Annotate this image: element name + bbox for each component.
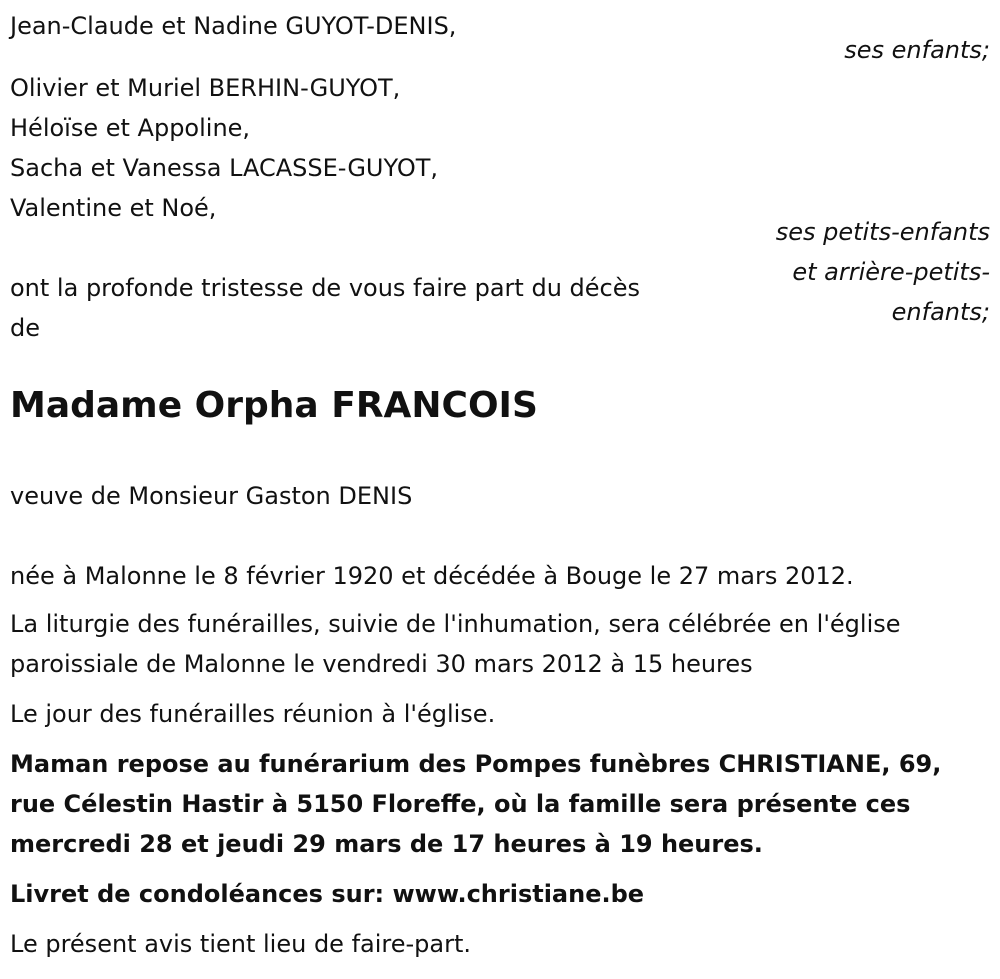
funerarium-line: Maman repose au funérarium des Pompes funèbres CHRISTIANE, 69, bbox=[10, 750, 942, 778]
grandchild-line: Olivier et Muriel BERHIN-GUYOT, bbox=[10, 74, 401, 102]
announcement-line: ont la profonde tristesse de vous faire part du décès bbox=[10, 274, 640, 302]
grandchildren-role-line: ses petits-enfants bbox=[775, 218, 990, 246]
funerarium-line: rue Célestin Hastir à 5150 Floreffe, où la famille sera présente ces bbox=[10, 790, 911, 818]
children-role: ses enfants; bbox=[844, 36, 990, 64]
grandchild-line: Héloïse et Appoline, bbox=[10, 114, 251, 142]
liturgy-line: paroissiale de Malonne le vendredi 30 mars 2012 à 15 heures bbox=[10, 650, 753, 678]
announcement-line: de bbox=[10, 314, 40, 342]
grandchild-line: Sacha et Vanessa LACASSE-GUYOT, bbox=[10, 154, 439, 182]
funerarium-line: mercredi 28 et jeudi 29 mars de 17 heures à 19 heures. bbox=[10, 830, 763, 858]
grandchildren-role-line: et arrière-petits- bbox=[792, 258, 990, 286]
reunion-info: Le jour des funérailles réunion à l'église. bbox=[10, 700, 496, 728]
children-names: Jean-Claude et Nadine GUYOT-DENIS, bbox=[10, 12, 457, 40]
birth-death: née à Malonne le 8 février 1920 et décédée à Bouge le 27 mars 2012. bbox=[10, 562, 854, 590]
grandchild-line: Valentine et Noé, bbox=[10, 194, 217, 222]
deceased-name: Madame Orpha FRANCOIS bbox=[10, 385, 538, 426]
condolences-link[interactable]: Livret de condoléances sur: www.christiane.be bbox=[10, 880, 645, 908]
widow-of: veuve de Monsieur Gaston DENIS bbox=[10, 482, 413, 510]
liturgy-line: La liturgie des funérailles, suivie de l'inhumation, sera célébrée en l'église bbox=[10, 610, 901, 638]
grandchildren-role-line: enfants; bbox=[891, 298, 990, 326]
notice-text: Le présent avis tient lieu de faire-part. bbox=[10, 930, 472, 958]
